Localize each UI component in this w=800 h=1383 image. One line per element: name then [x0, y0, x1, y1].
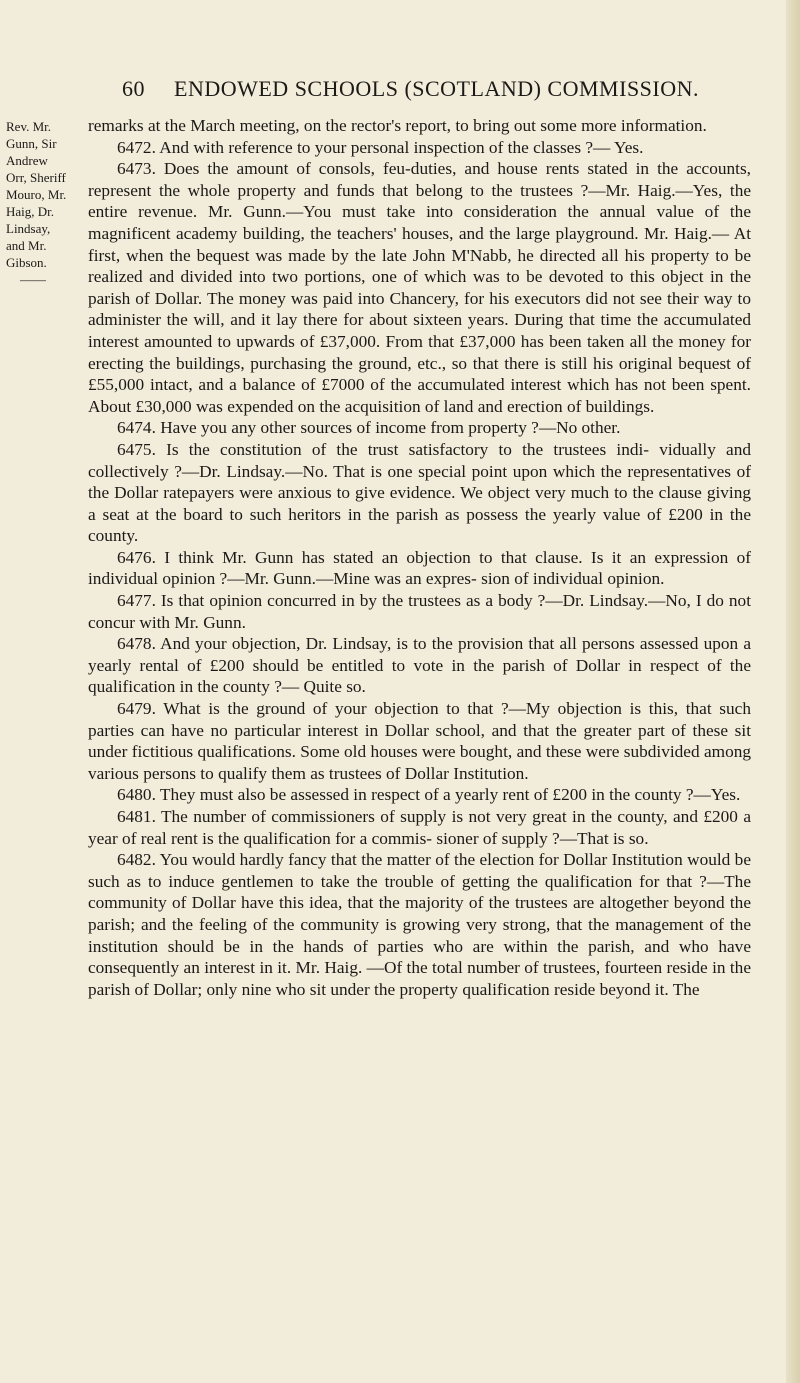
question-6481: 6481. The number of commissioners of supply is not very great in the county, and £200 a year of real rent is the qualification for a commis- sioner of supply ?—That is so. [88, 807, 751, 848]
body-text [88, 115, 751, 1000]
question-6475: 6475. Is the constitution of the trust satisfactory to the trustees indi- vidually and collectively ?—Dr. Lindsay.—No. That is one special point upon which the representatives of the Dollar ratepayers were anxious to give evidence. We object very much to the clause giving a seat at the board to such heritors in the parish as possess the yearly value of £200 in the county. [88, 439, 751, 546]
question-6476: 6476. I think Mr. Gunn has stated an objection to that clause. Is it an expression of individual opinion ?—Mr. Gunn.—Mine was an expres- sion of individual opinion. [88, 547, 751, 589]
margin-note-line: Lindsay, [6, 221, 51, 236]
question-6478: 6478. And your objection, Dr. Lindsay, is to the provision that all persons assessed upon a yearly rental of £200 should be entitled to vote in the parish of Dollar in respect of the qualification in the county ?— Quite so. [88, 634, 751, 697]
margin-note-line: Gibson. [6, 255, 47, 270]
page-edge [786, 0, 800, 1383]
header-title: ENDOWED SCHOOLS (SCOTLAND) COMMISSION. [174, 76, 700, 101]
margin-note-line: Orr, Sheriff [6, 170, 66, 185]
margin-note-line: Rev. Mr. [6, 119, 52, 134]
margin-note-line: Haig, Dr. [6, 204, 55, 219]
question-6474: 6474. Have you any other sources of income from property ?—No other. [117, 418, 621, 438]
question-6479: 6479. What is the ground of your objection to that ?—My objection is this, that such parties can have no particular interest in Dollar school, and that the greater part of these sit under fictitious qualifications. Some old houses were bought, and these were subdivided among various persons to qualify them as trustees of Dollar Institution. [88, 699, 751, 783]
question-6473: 6473. Does the amount of consols, feu-duties, and house rents stated in the accounts, represent the whole property and funds that belong to the trustees ?—Mr. Haig.—Yes, the entire revenue. Mr. Gunn.—You must take into consideration the annual value of the magnificent academy building, the teachers' houses, and the large playground. Mr. Haig.— At first, when the bequest was made by the late John M'Nabb, he directed all his property to be realized and divided into two portions, one of which was to be devoted to this object in the parish of Dollar. The money was paid into Chancery, for his executors did not see their way to administer the will, and it lay there for about sixteen years. During that time the accumulated interest amounted to upwards of £37,000. From that £37,000 has been taken all the money for erecting the buildings, purchasing the ground, etc., so that there is still his original bequest of £55,000 intact, and a balance of £7000 of the accumulated interest which has not been spent. About £30,000 was expended on the acquisition of land and erection of buildings. [88, 159, 751, 416]
continuation-paragraph: remarks at the March meeting, on the rector's report, to bring out some more information. [88, 116, 707, 135]
margin-note-line: Mouro, Mr. [6, 187, 67, 202]
margin-note-line: Andrew [6, 153, 48, 168]
margin-note-line: Gunn, Sir [6, 136, 57, 151]
question-6482: 6482. You would hardly fancy that the matter of the election for Dollar Institution would be such as to induce gentlemen to take the trouble of getting the qualification for that ?—The community of Dollar have this idea, that the majority of the trustees are altogether beyond the parish; and the feeling of the community is growing very strong, that the management of the institution should be in the hands of parties who are within the parish, and who have consequently an interest in it. Mr. Haig. —Of the total number of trustees, fourteen reside in the parish of Dollar; only nine who sit under the property qualification reside beyond it. The [88, 850, 751, 999]
page-number: 60 [122, 76, 145, 101]
margin-note-line: and Mr. [6, 238, 47, 253]
question-6480: 6480. They must also be assessed in respect of a yearly rent of £200 in the county ?—Yes. [117, 785, 741, 805]
margin-note-witnesses [6, 118, 74, 288]
running-header [122, 76, 722, 106]
question-6472: 6472. And with reference to your personal inspection of the classes ?— Yes. [117, 137, 644, 157]
question-6477: 6477. Is that opinion concurred in by the trustees as a body ?—Dr. Lindsay.—No, I do not concur with Mr. Gunn. [88, 591, 751, 632]
margin-note-dash: —— [20, 272, 46, 287]
